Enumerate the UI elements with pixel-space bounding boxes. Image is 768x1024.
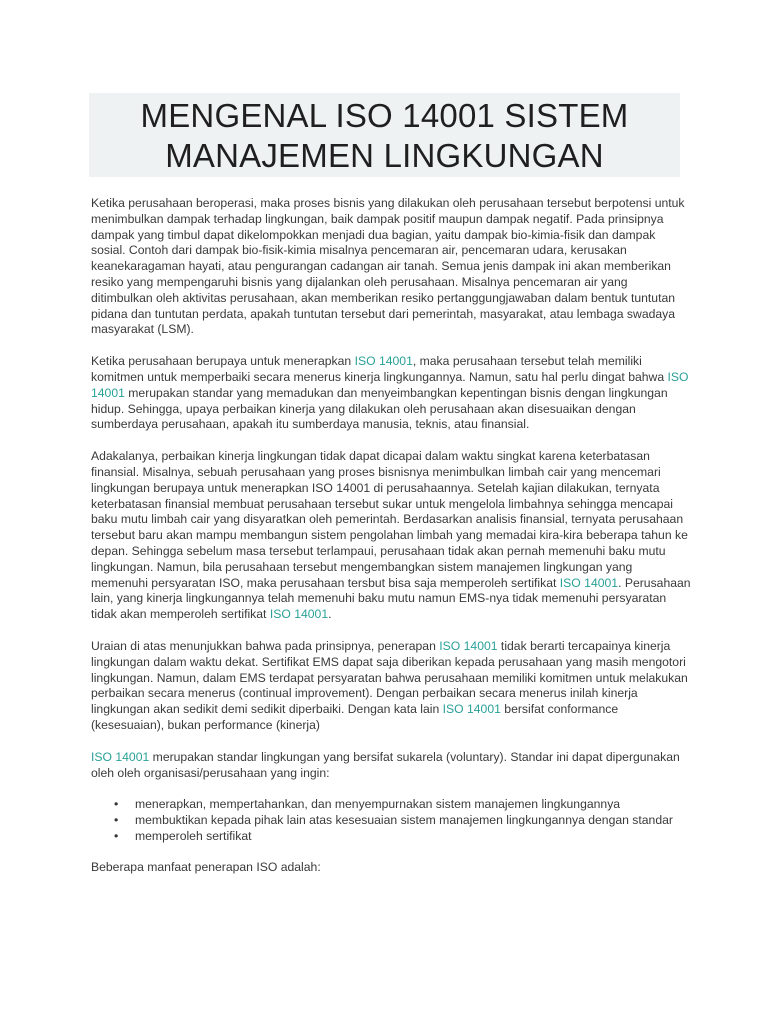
paragraph-5	[91, 750, 691, 782]
iso-14001-link[interactable]: ISO 14001	[91, 749, 150, 764]
paragraph-6: Beberapa manfaat penerapan ISO adalah:	[91, 859, 321, 874]
paragraph-3	[91, 449, 691, 623]
iso-14001-link[interactable]: ISO 14001	[269, 607, 329, 622]
list-item: • membuktikan kepada pihak lain atas kesesuaian sistem manajemen lingkungannya dengan standar	[135, 813, 691, 829]
list-item: • menerapkan, mempertahankan, dan menyempurnakan sistem manajemen lingkungannya	[135, 797, 691, 813]
list-item: • memperoleh sertifikat	[135, 829, 691, 845]
iso-14001-link[interactable]: ISO 14001	[442, 702, 501, 717]
bullet-list	[91, 797, 691, 844]
paragraph-4-text-3: bersifat conformance (kesesuaian), bukan performance (kinerja)	[91, 702, 619, 732]
paragraph-5-text-1: merupakan standar lingkungan yang bersifat sukarela (voluntary). Standar ini dapat dipergunakan oleh oleh organisasi/perusahaan yang ingin:	[91, 749, 680, 780]
paragraph-2	[91, 354, 691, 433]
iso-14001-link[interactable]: ISO 14001	[439, 638, 498, 653]
title-line-2: MANAJEMEN LINGKUNGAN	[165, 137, 604, 174]
paragraph-4-text-1: Uraian di atas menunjukkan bahwa pada prinsipnya, penerapan	[91, 638, 440, 653]
title-line-1: MENGENAL ISO 14001 SISTEM	[140, 97, 629, 134]
paragraph-2-text-1: Ketika perusahaan berupaya untuk menerapkan	[91, 354, 355, 369]
paragraph-2-text-2: , maka perusahaan tersebut telah memiliki komitmen untuk memperbaiki secara menerus kinerja lingkungannya. Namun, satu hal perlu dingat bahwa	[91, 354, 668, 384]
paragraph-3-text-2: . Perusahaan lain, yang kinerja lingkungannya telah memenuhi baku mutu namun EMS-nya tidak memenuhi persyaratan tidak akan memperoleh sertifikat	[91, 575, 691, 622]
article-body	[91, 196, 691, 891]
iso-14001-link[interactable]: ISO 14001	[354, 354, 413, 369]
iso-14001-link[interactable]: ISO 14001	[559, 575, 619, 590]
paragraph-4	[91, 639, 691, 734]
paragraph-4-text-2: tidak berarti tercapainya kinerja lingkungan dalam waktu dekat. Sertifikat EMS dapat saja diberikan kepada perusahaan yang masih mengotori lingkungan. Namun, dalam EMS terdapat persyaratan bahwa perusahaan memiliki komitmen untuk melakukan perbaikan secara menerus (continual improvement). Dengan perbaikan secara menerus inilah kinerja lingkungan akan sedikit demi sedikit diperbaiki. Dengan kata lain	[91, 638, 688, 717]
paragraph-3-text-1: Adakalanya, perbaikan kinerja lingkungan tidak dapat dicapai dalam waktu singkat karena keterbatasan finansial. Misalnya, sebuah perusahaan yang proses bisnisnya menimbulkan limbah cair yang mencemari lingkungan berupaya untuk menerapkan ISO 14001 di perusahaannya. Setelah kajian dilakukan, ternyata keterbatasan finansial membuat perusahaan tersebut sukar untuk mengelola limbahnya sehingga mencapai baku mutu limbah cair yang disyaratkan oleh pemerintah. Berdasarkan analisis finansial, ternyata perusahaan tersebut baru akan mampu membangun sistem pengolahan limbah yang memadai kira-kira beberapa tahun ke depan. Sehingga sebelum masa tersebut terlampaui, perusahaan tidak akan pernah memenuhi baku mutu lingkungan. Namun, bila perusahaan tersebut mengembangkan sistem manajemen lingkungan yang memenuhi persyaratan ISO, maka perusahaan tersbut bisa saja memperoleh sertifikat	[91, 449, 688, 590]
iso-14001-link[interactable]: ISO 14001	[91, 369, 689, 400]
paragraph-2-text-3: merupakan standar yang memadukan dan menyeimbangkan kepentingan bisnis dengan lingkungan hidup. Sehingga, upaya perbaikan kinerja yang dilakukan oleh perusahaan akan disesuaikan dengan sumberdaya perusahaan, apakah itu sumberdaya manusia, teknis, atau finansial.	[91, 385, 668, 432]
page-title	[89, 93, 680, 176]
paragraph-1: Ketika perusahaan beroperasi, maka proses bisnis yang dilakukan oleh perusahaan tersebut berpotensi untuk menimbulkan dampak terhadap lingkungan, baik dampak positif maupun dampak negatif. Pada prinsipnya dampak yang timbul dapat dikelompokkan menjadi dua bagian, yaitu dampak bio-kimia-fisik dan dampak sosial. Contoh dari dampak bio-fisik-kimia misalnya pencemaran air, pencemaran udara, kerusakan keanekaragaman hayati, atau pengurangan cadangan air tanah. Semua jenis dampak ini akan memberikan resiko yang mempengaruhi bisnis yang dijalankan oleh perusahaan. Misalnya pencemaran air yang ditimbulkan oleh aktivitas perusahaan, akan memberikan resiko pertanggungjawaban dalam bentuk tuntutan pidana dan tuntutan perdata, apakah tuntutan tersebut dari pemerintah, masyarakat, atau lembaga swadaya masyarakat (LSM).	[91, 196, 685, 337]
title-banner	[89, 93, 680, 177]
paragraph-3-text-3: .	[328, 607, 332, 622]
